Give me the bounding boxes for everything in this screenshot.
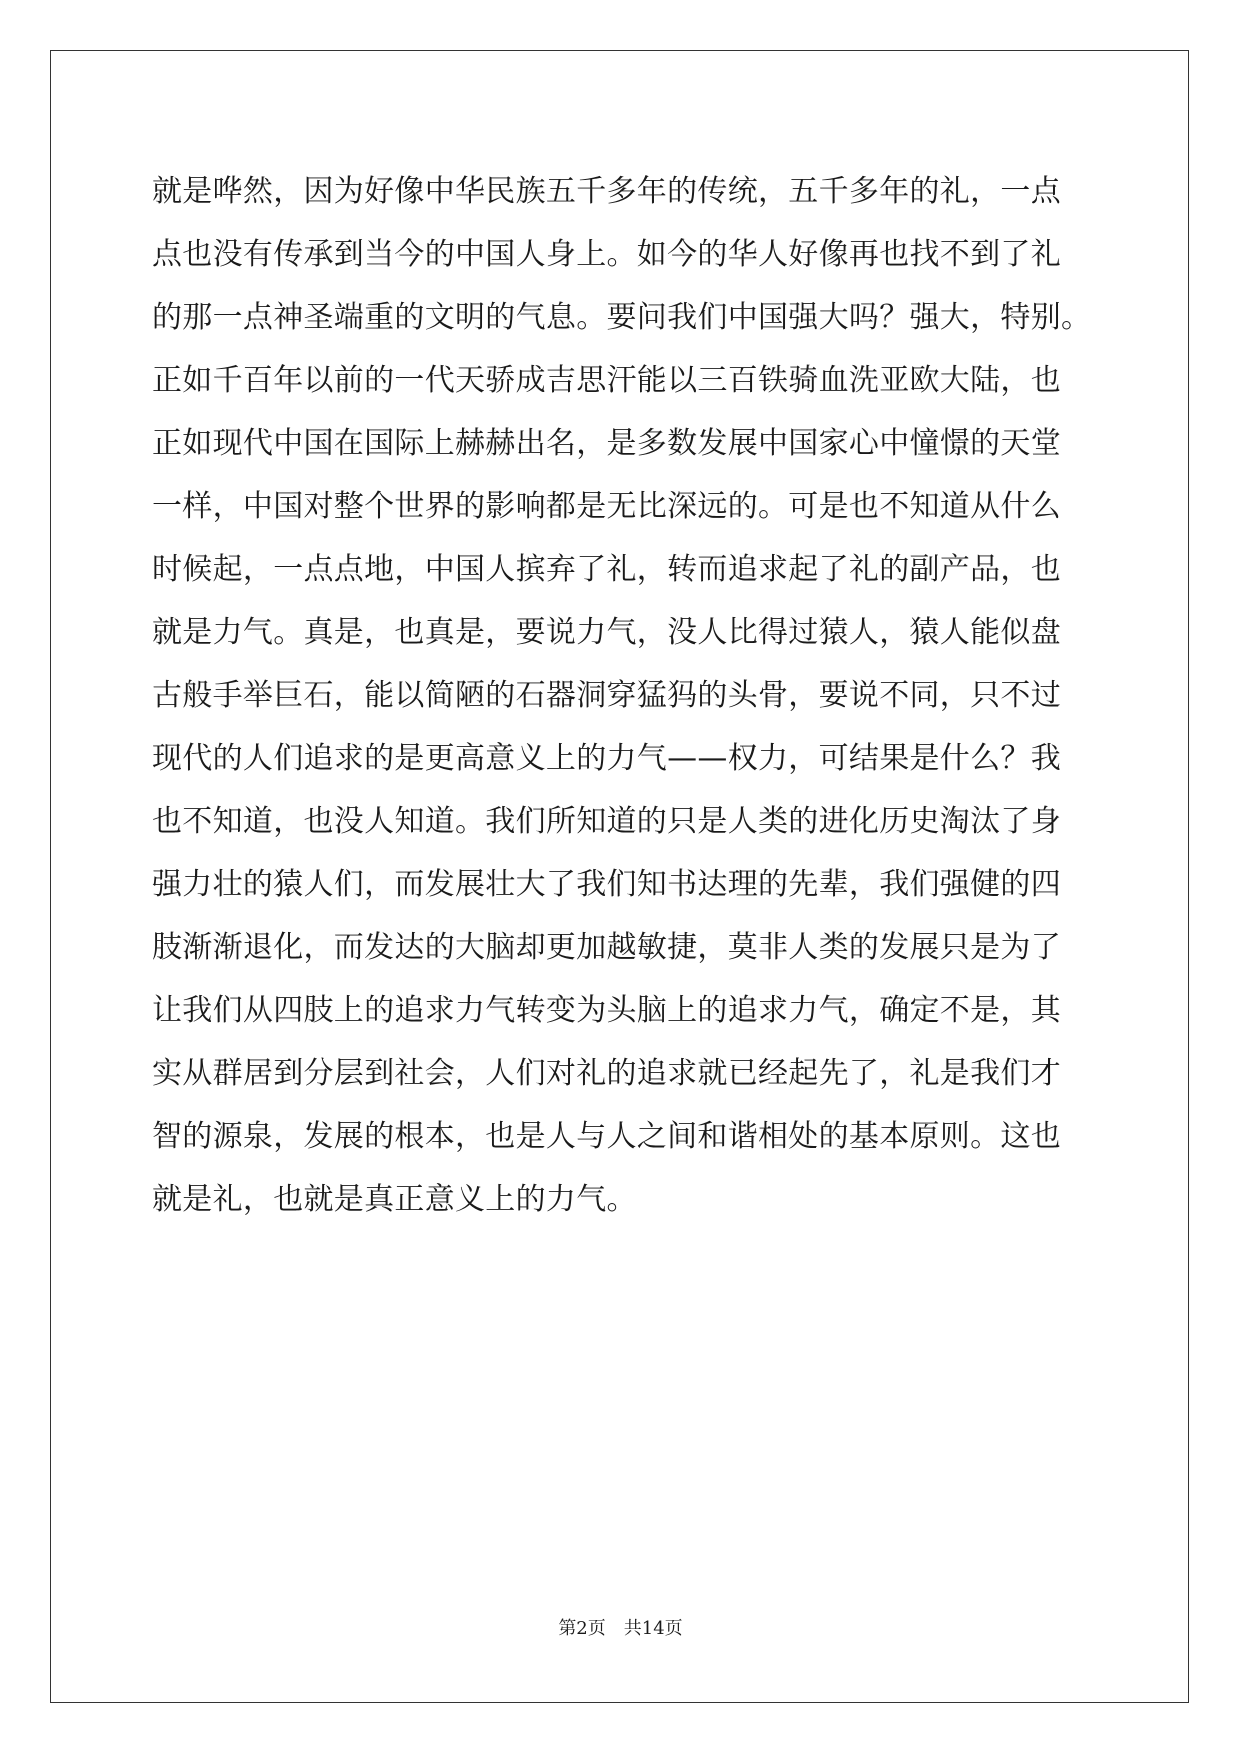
paragraph-line: 肢渐渐退化，而发达的大脑却更加越敏捷，莫非人类的发展只是为了 — [152, 930, 1061, 965]
paragraph-line: 时候起，一点点地，中国人摈弃了礼，转而追求起了礼的副产品，也 — [152, 552, 1061, 587]
paragraph-line: 让我们从四肢上的追求力气转变为头脑上的追求力气，确定不是，其 — [152, 993, 1061, 1028]
paragraph-line: 就是礼，也就是真正意义上的力气。 — [152, 1182, 637, 1217]
page-number: 第2页 共14页 — [558, 1618, 683, 1639]
paragraph-line: 的那一点神圣端重的文明的气息。要问我们中国强大吗？强大，特别。 — [152, 300, 1092, 335]
paragraph-line: 智的源泉，发展的根本，也是人与人之间和谐相处的基本原则。这也 — [152, 1119, 1061, 1154]
paragraph-line: 点也没有传承到当今的中国人身上。如今的华人好像再也找不到了礼 — [152, 237, 1061, 272]
paragraph-line: 实从群居到分层到社会，人们对礼的追求就已经起先了，礼是我们才 — [152, 1056, 1061, 1091]
paragraph-line: 就是力气。真是，也真是，要说力气，没人比得过猿人，猿人能似盘 — [152, 615, 1061, 650]
paragraph-line: 一样，中国对整个世界的影响都是无比深远的。可是也不知道从什么 — [152, 489, 1061, 524]
paragraph-line: 现代的人们追求的是更高意义上的力气——权力，可结果是什么？我 — [152, 741, 1061, 776]
document-body — [152, 160, 1092, 1231]
paragraph-line: 也不知道，也没人知道。我们所知道的只是人类的进化历史淘汰了身 — [152, 804, 1061, 839]
paragraph-line: 正如千百年以前的一代天骄成吉思汗能以三百铁骑血洗亚欧大陆，也 — [152, 363, 1061, 398]
paragraph-line: 正如现代中国在国际上赫赫出名，是多数发展中国家心中憧憬的天堂 — [152, 426, 1061, 461]
paragraph-line: 古般手举巨石，能以简陋的石器洞穿猛犸的头骨，要说不同，只不过 — [152, 678, 1061, 713]
paragraph-line: 强力壮的猿人们，而发展壮大了我们知书达理的先辈，我们强健的四 — [152, 867, 1061, 902]
paragraph-line: 就是哗然，因为好像中华民族五千多年的传统，五千多年的礼，一点 — [152, 174, 1061, 209]
